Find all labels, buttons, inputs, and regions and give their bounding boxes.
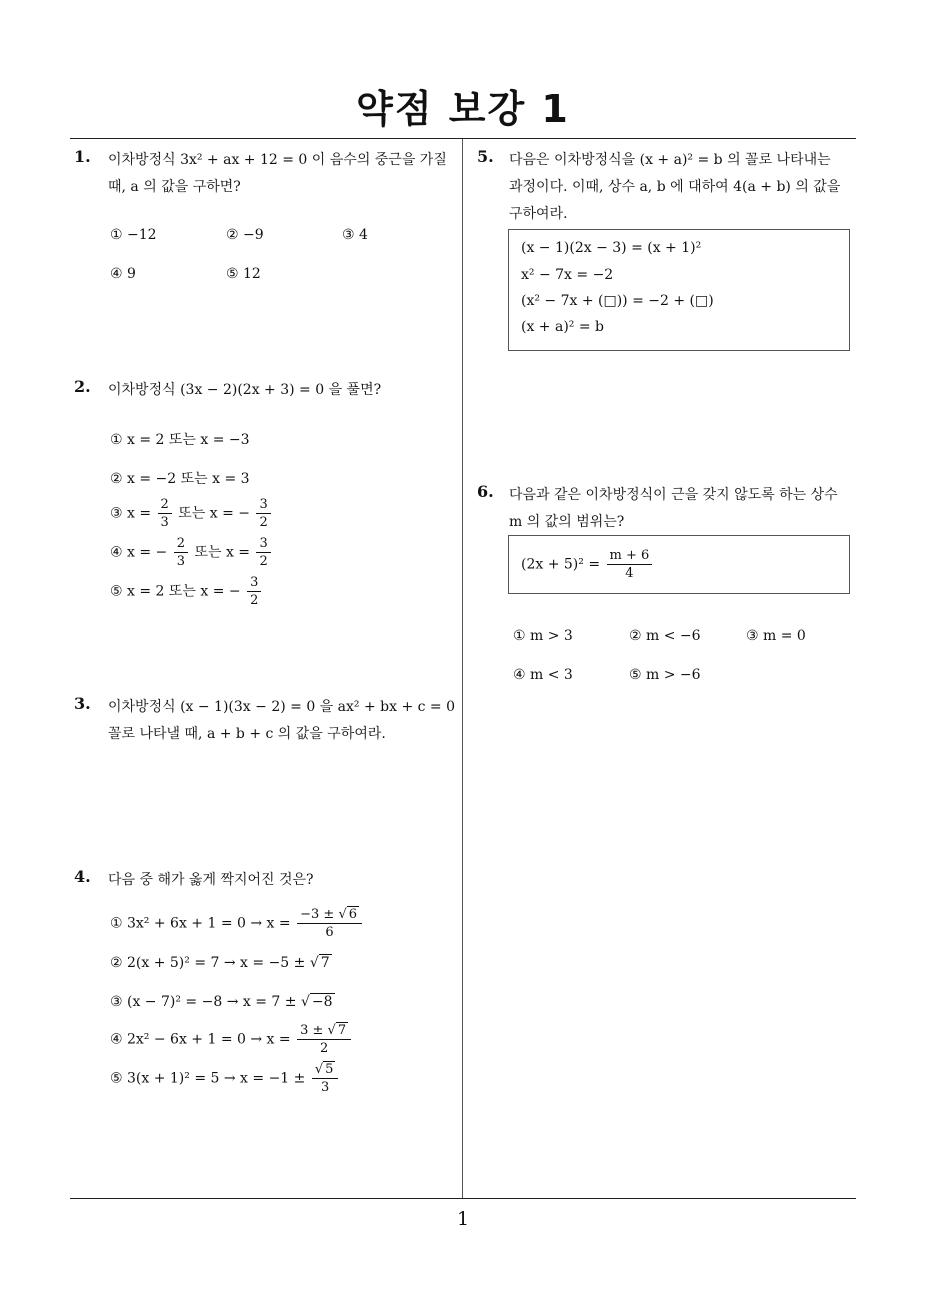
numerator: 3 [256,536,270,553]
question-text [108,147,447,201]
numerator-text: −3 ± [300,907,335,922]
denominator: 3 [321,1080,330,1095]
option-5: ⑤ 12 [226,266,261,282]
fraction [297,907,362,940]
square-root: √ 5 [314,1062,334,1077]
denominator: 3 [176,554,185,569]
option-5: ⑤ m > −6 [629,667,701,683]
question-1 [74,147,458,297]
square-root: √ −8 [300,994,333,1010]
denominator: 2 [250,593,259,608]
option-1: ① m > 3 [513,628,573,644]
option-text: ③ (x − 7)² = −8 → x = 7 ± [110,994,297,1010]
radicand: −8 [311,994,333,1010]
question-text [509,147,840,228]
denominator: 2 [319,1041,329,1056]
option-text: ② 2(x + 5)² = 7 → x = −5 ± [110,955,306,971]
column-divider [462,139,463,1198]
numerator: m + 6 [607,548,653,565]
numerator-text: 3 ± [300,1023,324,1038]
option-3 [110,994,335,1010]
equation-line [521,548,654,581]
option-1: ① x = 2 또는 x = −3 [110,432,250,448]
denominator: 4 [625,566,634,581]
derivation-line: x² − 7x = −2 [521,267,614,283]
square-root: √ 7 [327,1023,347,1038]
question-text [509,482,838,536]
page-title: 약점 보강 1 [356,87,570,131]
fraction [174,536,188,569]
question-text-line: 다음 중 해가 옳게 짝지어진 것은? [108,872,314,888]
numerator: 3 [256,497,270,514]
derivation-line: (x² − 7x + (□)) = −2 + (□) [521,293,714,309]
equation-box [508,535,850,594]
option-text: 또는 x = − [178,505,251,522]
question-text [108,867,314,894]
option-3 [110,497,273,530]
question-text-line: 이차방정식 3x² + ax + 12 = 0 이 음수의 중근을 가질 [108,152,447,168]
option-text: ④ 2x² − 6x + 1 = 0 → x = [110,1031,291,1048]
option-1: ① −12 [110,227,157,243]
question-text-line: 다음은 이차방정식을 (x + a)² = b 의 꼴로 나타내는 [509,152,831,168]
option-4: ④ m < 3 [513,667,573,683]
question-text-line: 때, a 의 값을 구하면? [108,179,241,195]
question-4 [74,867,458,1107]
radicand: 5 [325,1062,334,1077]
question-text-line: m 의 값의 범위는? [509,514,625,530]
equation-lhs: (2x + 5)² = [521,556,601,573]
fraction [256,497,270,530]
denominator: 2 [259,515,268,530]
question-number: 5. [477,147,494,166]
derivation-line: (x − 1)(2x − 3) = (x + 1)² [521,240,702,256]
question-text-line: 꼴로 나타낼 때, a + b + c 의 값을 구하여라. [108,726,386,742]
denominator: 3 [160,515,169,530]
question-2 [74,377,458,617]
option-1 [110,907,364,940]
option-text: 또는 x = [194,544,251,561]
option-2: ② m < −6 [629,628,701,644]
option-4: ④ 9 [110,266,136,282]
fraction [297,1023,351,1056]
square-root: √ 7 [309,955,330,971]
question-text-line: 구하여라. [509,206,568,222]
numerator: 2 [174,536,188,553]
question-text-line: 이차방정식 (3x − 2)(2x + 3) = 0 을 풀면? [108,382,382,398]
page-number: 1 [456,1208,470,1230]
question-text [108,694,455,748]
square-root: √ 6 [338,907,358,922]
question-number: 3. [74,694,91,713]
option-3: ③ 4 [342,227,368,243]
numerator: 3 [247,575,261,592]
option-2: ② −9 [226,227,264,243]
question-3 [74,694,458,754]
derivation-box [508,229,850,351]
option-5 [110,575,263,608]
option-2: ② x = −2 또는 x = 3 [110,471,250,487]
question-text-line: 이차방정식 (x − 1)(3x − 2) = 0 을 ax² + bx + c = 0 [108,699,456,715]
option-text: ⑤ 3(x + 1)² = 5 → x = −1 ± [110,1070,306,1087]
option-4 [110,1023,353,1056]
radicand: 6 [348,907,358,922]
bottom-rule [70,1198,856,1199]
question-text-line: 과정이다. 이때, 상수 a, b 에 대하여 4(a + b) 의 값을 [509,179,841,195]
option-5 [110,1062,340,1095]
numerator [297,1023,351,1040]
option-3: ③ m = 0 [746,628,806,644]
fraction [256,536,270,569]
question-number: 2. [74,377,91,396]
option-text: ⑤ x = 2 또는 x = − [110,583,241,600]
question-number: 4. [74,867,91,886]
derivation-line: (x + a)² = b [521,319,605,335]
radicand: 7 [320,955,330,971]
option-4 [110,536,273,569]
option-text: ③ x = [110,505,152,522]
option-2 [110,955,332,971]
numerator [297,907,362,924]
option-text: ④ x = − [110,544,168,561]
radicand: 7 [337,1023,347,1038]
question-number: 1. [74,147,91,166]
denominator: 2 [259,554,268,569]
fraction [312,1062,339,1095]
question-number: 6. [477,482,494,501]
fraction [158,497,172,530]
numerator: 2 [158,497,172,514]
question-text-line: 다음과 같은 이차방정식이 근을 갖지 않도록 하는 상수 [509,487,838,503]
fraction [247,575,261,608]
numerator [312,1062,339,1079]
fraction [607,548,653,581]
option-text: ① 3x² + 6x + 1 = 0 → x = [110,915,291,932]
denominator: 6 [325,925,334,940]
question-text [108,377,381,404]
top-rule [70,138,856,139]
